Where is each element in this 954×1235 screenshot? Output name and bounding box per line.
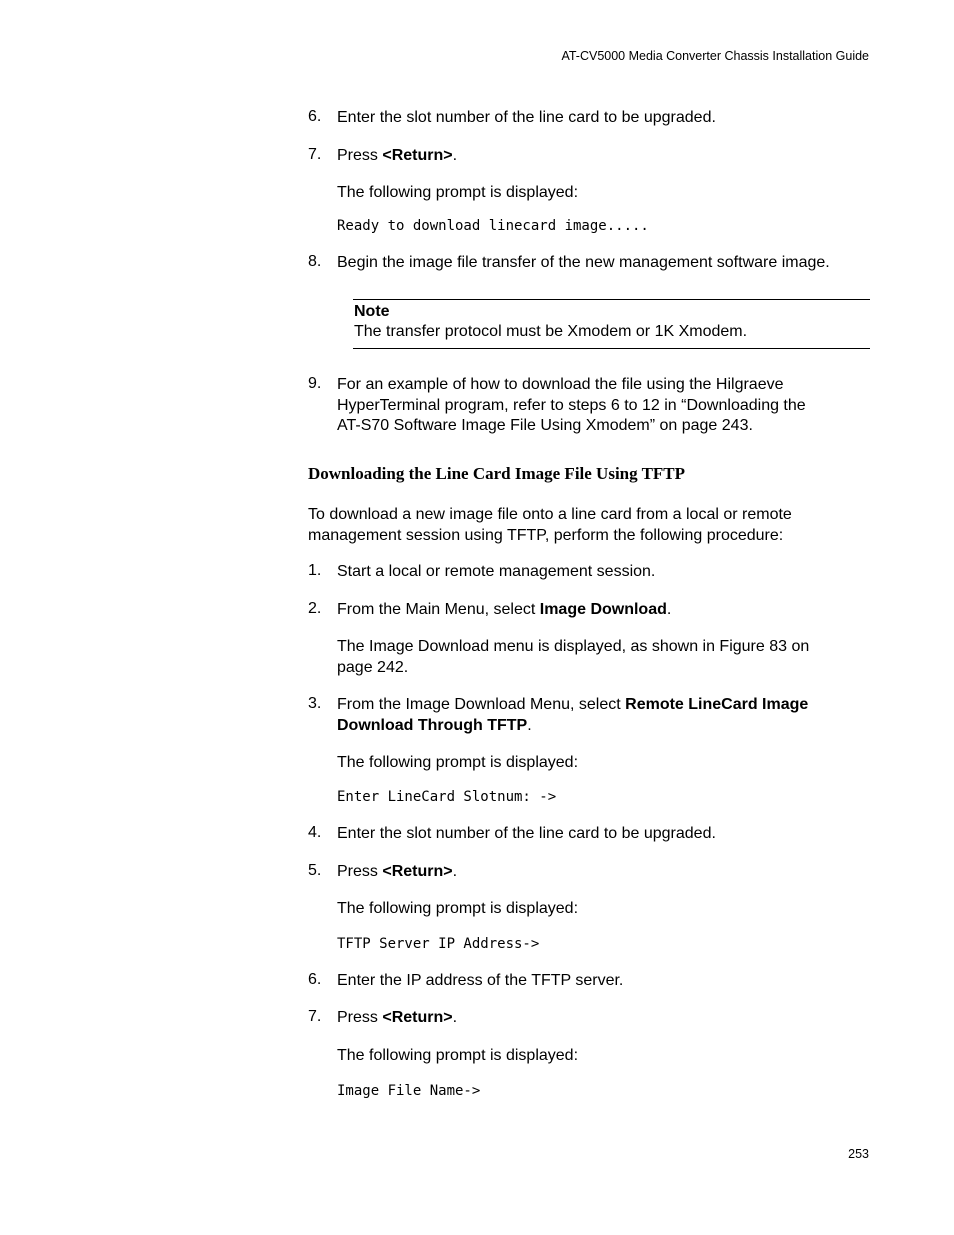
step-text: From the Main Menu, select Image Download. (337, 601, 672, 618)
note-box (353, 299, 870, 349)
prompt-intro: The following prompt is displayed: (337, 1047, 579, 1064)
step-number: 9. (308, 375, 322, 392)
section-heading: Downloading the Line Card Image File Using TFTP (308, 464, 686, 483)
step-note: The Image Download menu is displayed, as shown in Figure 83 on page 242. (337, 638, 810, 676)
step-text: Begin the image file transfer of the new management software image. (337, 254, 830, 271)
step-number: 5. (308, 862, 322, 879)
step-text: Press <Return>. (337, 1009, 458, 1026)
note-body: The transfer protocol must be Xmodem or 1K Xmodem. (354, 323, 748, 340)
step-number: 6. (308, 108, 322, 125)
step-text: Press <Return>. (337, 147, 458, 164)
step-number: 2. (308, 600, 322, 617)
step-number: 3. (308, 695, 322, 712)
step-text: Press <Return>. (337, 863, 458, 880)
step-number: 8. (308, 253, 322, 270)
prompt-code: Enter LineCard Slotnum: -> (337, 789, 557, 805)
step-text: From the Image Download Menu, select Remote LineCard Image Download Through TFTP. (337, 696, 809, 734)
prompt-intro: The following prompt is displayed: (337, 900, 579, 917)
step-number: 1. (308, 562, 322, 579)
step-text: Start a local or remote management session. (337, 563, 656, 580)
prompt-code: Ready to download linecard image..... (337, 218, 649, 234)
prompt-intro: The following prompt is displayed: (337, 754, 579, 771)
page-number: 253 (848, 1147, 869, 1161)
section-intro: To download a new image file onto a line card from a local or remote management session using TFTP, perform the following procedure: (308, 506, 792, 544)
step-text: For an example of how to download the file using the Hilgraeve HyperTerminal program, refer to steps 6 to 12 in “Downloading the AT-S70 Software Image File Using Xmodem” on page 243. (337, 376, 806, 434)
step-number: 7. (308, 146, 322, 163)
prompt-intro: The following prompt is displayed: (337, 184, 579, 201)
prompt-code: Image File Name-> (337, 1083, 481, 1099)
prompt-code: TFTP Server IP Address-> (337, 936, 540, 952)
step-number: 4. (308, 824, 322, 841)
step-number: 7. (308, 1008, 322, 1025)
step-number: 6. (308, 971, 322, 988)
running-header: AT-CV5000 Media Converter Chassis Installation Guide (561, 49, 869, 63)
step-text: Enter the IP address of the TFTP server. (337, 972, 624, 989)
step-text: Enter the slot number of the line card to be upgraded. (337, 109, 716, 126)
note-title: Note (354, 303, 390, 320)
step-text: Enter the slot number of the line card to be upgraded. (337, 825, 716, 842)
